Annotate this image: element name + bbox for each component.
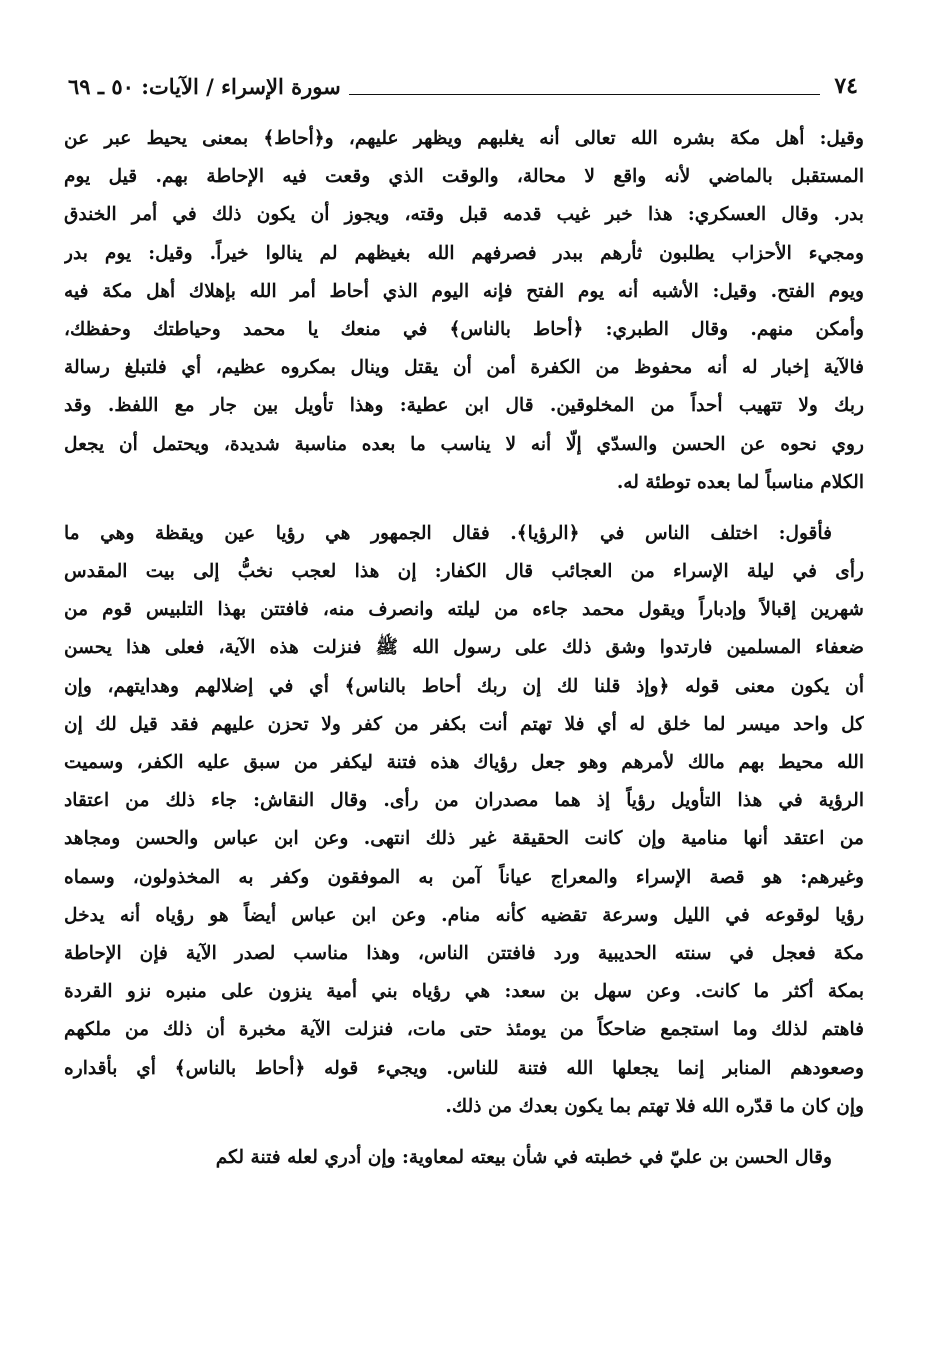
text-line: من اعتقد أنها منامية وإن كانت الحقيقة غير ذلك انتهى. وعن ابن عباس والحسن ومجاهد — [64, 828, 864, 850]
text-line: الكلام مناسباً لما بعده توطئة له. — [616, 471, 864, 493]
text-line: ربك ولا تتهيب أحداً من المخلوقين. قال ابن عطية: وهذا تأويل بين جار مع اللفظ. وقد — [64, 395, 864, 417]
page-body — [64, 120, 864, 1177]
running-header — [68, 68, 858, 104]
text-line: وأمكن منهم. وقال الطبري: ﴿أحاط بالناس﴾ في منعك يا محمد وحياطتك وحفظك، — [64, 318, 864, 340]
text-line: وقال الحسن بن عليّ في خطبته في شأن بيعته لمعاوية: وإن أدري لعله فتنة لكم — [215, 1146, 832, 1168]
text-line: مكة فعجل في سنته الحديبية ورد فافتتن الناس، وهذا مناسب لصدر الآية فإن الإحاطة — [64, 942, 864, 964]
text-line: روي نحوه عن الحسن والسدّي إلّا أنه لا يناسب ما بعده مناسبة شديدة، ويحتمل أن يجعل — [64, 433, 864, 455]
text-line: بمكة أكثر ما كانت. وعن سهل بن سعد: هي رؤياه بني أمية ينزون على منبره نزو القردة — [64, 981, 864, 1003]
text-line: ومجيء الأحزاب يطلبون ثأرهم ببدر فصرفهم الله بغيظهم لم ينالوا خيراً. وقيل: يوم بدر — [64, 242, 864, 264]
text-line: شهرين إقبالاً وإدباراً ويقول محمد جاءه من ليلته وانصرف منه، فافتتن بهذا التلبيس قوم من — [64, 599, 864, 621]
text-line: وصعودهم المنابر إنما يجعلها الله فتنة للناس. ويجيء قوله ﴿أحاط بالناس﴾ أي بأقداره — [64, 1057, 864, 1079]
text-line: وغيرهم: هو قصة الإسراء والمعراج عياناً آمن به الموفقون وكفر به المخذولون، وسماه — [64, 866, 864, 888]
text-line: ضعفاء المسلمين فارتدوا وشق ذلك على رسول الله ﷺ فنزلت هذه الآية، فعلى هذا يحسن — [64, 637, 864, 659]
header-rule — [349, 94, 821, 95]
page-number: ٧٤ — [834, 73, 858, 99]
text-line: فأقول: اختلف الناس في ﴿الرؤيا﴾. فقال الجمهور هي رؤيا عين ويقظة وهي ما — [64, 522, 832, 544]
text-line: فاهتم لذلك وما استجمع ضاحكاً من يومئذ حتى مات، فنزلت الآية مخبرة أن ذلك من ملكهم — [64, 1019, 864, 1041]
text-line: رؤيا لوقوعه في الليل وسرعة تقضيه كأنه منام. وعن ابن عباس أيضاً هو رؤياه أنه يدخل — [64, 904, 864, 926]
paragraph-3 — [64, 1139, 864, 1177]
text-line: كل واحد ميسر لما خلق له أي فلا تهتم أنت بكفر من كفر ولا تحزن عليهم فقد قيل لك إن — [64, 713, 864, 735]
paragraph-2 — [64, 515, 864, 1126]
text-line: فالآية إخبار له أنه محفوظ من الكفرة أمن أن يقتل وينال بمكروه عظيم، أي فلتبلغ رسالة — [64, 357, 864, 379]
running-title: سورة الإسراء / الآيات: ٥٠ ـ ٦٩ — [68, 73, 341, 99]
paragraph-1 — [64, 120, 864, 502]
text-line: الرؤية في هذا التأويل رؤياً إذ هما مصدران من رأى. وقال النقاش: جاء ذلك من اعتقاد — [64, 790, 864, 812]
text-line: المستقبل بالماضي لأنه واقع لا محالة، والوقت الذي وقعت فيه الإحاطة بهم. قيل يوم — [64, 166, 864, 188]
text-line: أن يكون معنى قوله ﴿وإذ قلنا لك إن ربك أحاط بالناس﴾ أي في إضلالهم وهدايتهم، وإن — [64, 675, 864, 697]
text-line: ويوم الفتح. وقيل: الأشبه أنه يوم الفتح فإنه اليوم الذي أحاط أمر الله بإهلاك أهل مكة فيه — [64, 280, 864, 302]
text-line: وإن كان ما قدّره الله فلا تهتم بما يكون بعدك من ذلك. — [445, 1095, 864, 1117]
text-line: بدر. وقال العسكري: هذا خبر غيب قدمه قبل وقته، ويجوز أن يكون ذلك في أمر الخندق — [64, 204, 864, 226]
text-line: وقيل: أهل مكة بشره الله تعالى أنه يغلبهم ويظهر عليهم، و﴿أحاط﴾ بمعنى يحيط عبر عن — [64, 128, 864, 149]
text-line: رأى في ليلة الإسراء من العجائب قال الكفار: إن هذا لعجب نخبُّ إلى بيت المقدس — [64, 561, 864, 583]
text-line: الله محيط بهم مالك لأمرهم وهو جعل رؤياك هذه فتنة ليكفر من سبق عليه الكفر، وسميت — [64, 752, 864, 773]
